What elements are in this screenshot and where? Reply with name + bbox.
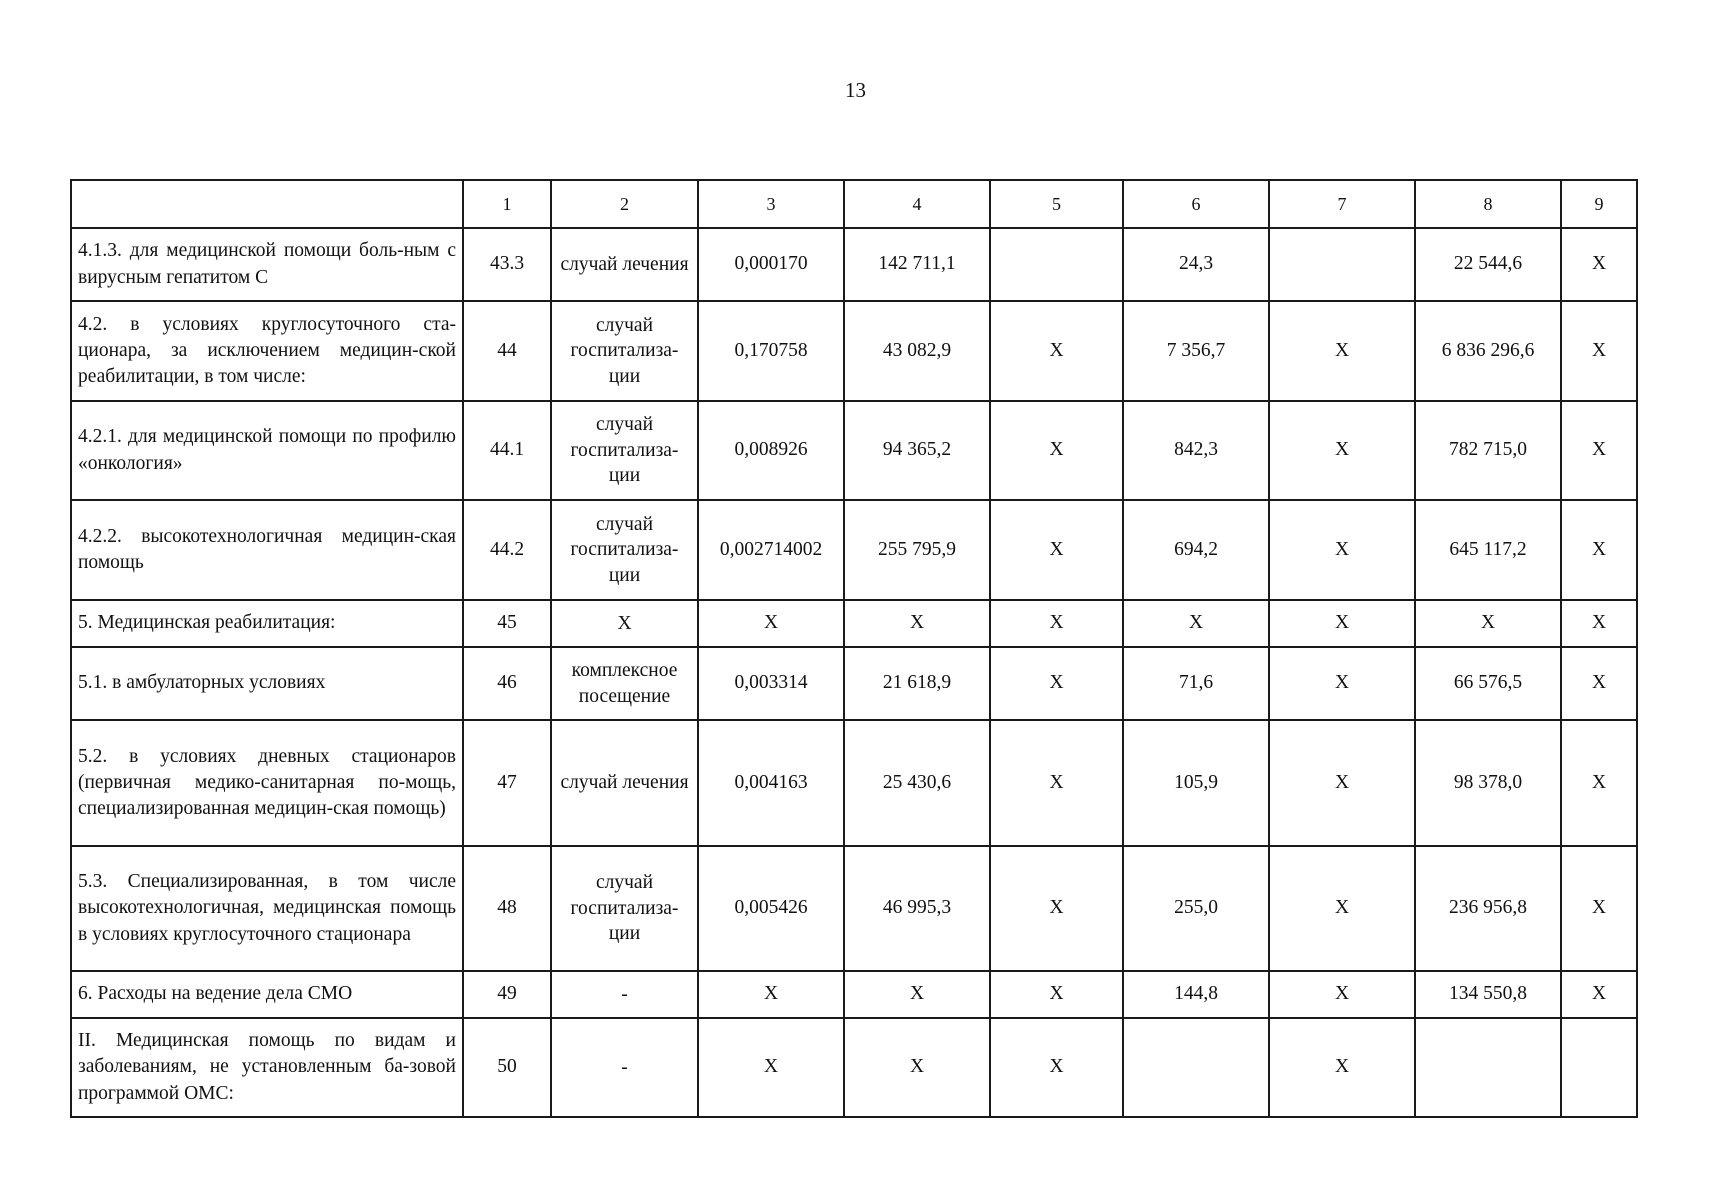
cell-col-9: X	[1561, 600, 1637, 647]
cell-col-8: 22 544,6	[1415, 228, 1561, 301]
row-name: 6. Расходы на ведение дела СМО	[71, 971, 463, 1018]
cell-line-number: 44	[463, 301, 551, 401]
cell-col-3: X	[698, 1018, 844, 1117]
cell-col-3: X	[698, 600, 844, 647]
cell-col-4: 46 995,3	[844, 846, 990, 971]
cell-col-4: 43 082,9	[844, 301, 990, 401]
cell-col-4: 142 711,1	[844, 228, 990, 301]
cell-col-3: 0,004163	[698, 720, 844, 846]
cell-col-3: 0,170758	[698, 301, 844, 401]
cell-col-9: X	[1561, 401, 1637, 500]
cell-col-7: X	[1269, 1018, 1415, 1117]
table-row	[71, 1018, 1637, 1117]
cell-col-5: X	[990, 720, 1123, 846]
cell-col-5	[990, 228, 1123, 301]
row-name: 5.1. в амбулаторных условиях	[71, 647, 463, 720]
funding-table	[70, 179, 1638, 1118]
cell-col-9: X	[1561, 971, 1637, 1018]
row-name: 5. Медицинская реабилитация:	[71, 600, 463, 647]
cell-col-7: X	[1269, 647, 1415, 720]
table-row	[71, 500, 1637, 600]
header-cell-4: 4	[844, 180, 990, 228]
page-number: 13	[845, 78, 866, 102]
cell-col-7: X	[1269, 971, 1415, 1018]
row-name: 5.2. в условиях дневных стационаров (первичная медико-санитарная по-мощь, специализированная медицин-ская помощь)	[71, 720, 463, 846]
cell-col-9: X	[1561, 228, 1637, 301]
cell-col-8: 236 956,8	[1415, 846, 1561, 971]
cell-col-6: 694,2	[1123, 500, 1269, 600]
header-cell-5: 5	[990, 180, 1123, 228]
cell-line-number: 47	[463, 720, 551, 846]
cell-unit: X	[551, 600, 698, 647]
cell-col-6	[1123, 1018, 1269, 1117]
cell-col-8: 98 378,0	[1415, 720, 1561, 846]
cell-col-5: X	[990, 1018, 1123, 1117]
cell-col-4: 25 430,6	[844, 720, 990, 846]
header-cell-9: 9	[1561, 180, 1637, 228]
cell-col-3: X	[698, 971, 844, 1018]
cell-col-5: X	[990, 971, 1123, 1018]
cell-col-5: X	[990, 600, 1123, 647]
table-row	[71, 228, 1637, 301]
cell-col-4: X	[844, 971, 990, 1018]
cell-col-5: X	[990, 301, 1123, 401]
cell-unit: случай госпитализа-ции	[551, 401, 698, 500]
cell-col-6: X	[1123, 600, 1269, 647]
table-row	[71, 401, 1637, 500]
cell-col-6: 255,0	[1123, 846, 1269, 971]
row-name: 4.2.2. высокотехнологичная медицин-ская помощь	[71, 500, 463, 600]
cell-col-3: 0,002714002	[698, 500, 844, 600]
cell-col-3: 0,003314	[698, 647, 844, 720]
cell-col-7: X	[1269, 301, 1415, 401]
cell-line-number: 46	[463, 647, 551, 720]
cell-col-8: 645 117,2	[1415, 500, 1561, 600]
cell-col-6: 144,8	[1123, 971, 1269, 1018]
row-name: 5.3. Специализированная, в том числе высокотехнологичная, медицинская помощь в условиях круглосуточного стационара	[71, 846, 463, 971]
header-cell-3: 3	[698, 180, 844, 228]
header-cell-7: 7	[1269, 180, 1415, 228]
cell-col-8: 134 550,8	[1415, 971, 1561, 1018]
cell-col-5: X	[990, 846, 1123, 971]
cell-col-5: X	[990, 401, 1123, 500]
cell-col-3: 0,000170	[698, 228, 844, 301]
table-row	[71, 720, 1637, 846]
cell-col-4: 94 365,2	[844, 401, 990, 500]
header-cell-6: 6	[1123, 180, 1269, 228]
cell-line-number: 44.1	[463, 401, 551, 500]
header-cell-name	[71, 180, 463, 228]
row-name: 4.2.1. для медицинской помощи по профилю «онкология»	[71, 401, 463, 500]
cell-line-number: 45	[463, 600, 551, 647]
cell-line-number: 49	[463, 971, 551, 1018]
cell-col-9: X	[1561, 720, 1637, 846]
cell-unit: случай госпитализа-ции	[551, 500, 698, 600]
cell-col-7: X	[1269, 401, 1415, 500]
cell-unit: случай госпитализа-ции	[551, 846, 698, 971]
cell-col-5: X	[990, 500, 1123, 600]
header-cell-8: 8	[1415, 180, 1561, 228]
cell-col-6: 71,6	[1123, 647, 1269, 720]
cell-col-9: X	[1561, 846, 1637, 971]
header-cell-2: 2	[551, 180, 698, 228]
cell-line-number: 48	[463, 846, 551, 971]
cell-col-7: X	[1269, 720, 1415, 846]
column-number-row	[71, 180, 1637, 228]
cell-line-number: 44.2	[463, 500, 551, 600]
cell-col-7: X	[1269, 500, 1415, 600]
cell-col-8: 66 576,5	[1415, 647, 1561, 720]
cell-col-8: 6 836 296,6	[1415, 301, 1561, 401]
cell-col-6: 105,9	[1123, 720, 1269, 846]
table-row	[71, 647, 1637, 720]
cell-col-3: 0,005426	[698, 846, 844, 971]
cell-unit: комплексное посещение	[551, 647, 698, 720]
cell-unit: случай госпитализа-ции	[551, 301, 698, 401]
row-name: 4.2. в условиях круглосуточного ста-ционара, за исключением медицин-ской реабилитации, в том числе:	[71, 301, 463, 401]
cell-col-8	[1415, 1018, 1561, 1117]
cell-col-3: 0,008926	[698, 401, 844, 500]
table-row	[71, 301, 1637, 401]
cell-col-4: 21 618,9	[844, 647, 990, 720]
row-name: 4.1.3. для медицинской помощи боль-ным с вирусным гепатитом С	[71, 228, 463, 301]
cell-unit: случай лечения	[551, 228, 698, 301]
cell-unit: случай лечения	[551, 720, 698, 846]
table-row	[71, 600, 1637, 647]
cell-col-4: X	[844, 1018, 990, 1117]
table-row	[71, 971, 1637, 1018]
cell-col-5: X	[990, 647, 1123, 720]
cell-col-4: X	[844, 600, 990, 647]
cell-col-4: 255 795,9	[844, 500, 990, 600]
cell-col-6: 7 356,7	[1123, 301, 1269, 401]
cell-col-9: X	[1561, 301, 1637, 401]
cell-col-8: X	[1415, 600, 1561, 647]
cell-col-8: 782 715,0	[1415, 401, 1561, 500]
cell-col-9: X	[1561, 647, 1637, 720]
header-cell-1: 1	[463, 180, 551, 228]
cell-col-6: 842,3	[1123, 401, 1269, 500]
cell-col-9: X	[1561, 500, 1637, 600]
cell-line-number: 50	[463, 1018, 551, 1117]
cell-col-9	[1561, 1018, 1637, 1117]
cell-unit: -	[551, 1018, 698, 1117]
cell-col-6: 24,3	[1123, 228, 1269, 301]
cell-unit: -	[551, 971, 698, 1018]
table-row	[71, 846, 1637, 971]
row-name: II. Медицинская помощь по видам и заболеваниям, не установленным ба-зовой программой ОМС:	[71, 1018, 463, 1117]
cell-col-7	[1269, 228, 1415, 301]
cell-col-7: X	[1269, 846, 1415, 971]
cell-col-7: X	[1269, 600, 1415, 647]
cell-line-number: 43.3	[463, 228, 551, 301]
